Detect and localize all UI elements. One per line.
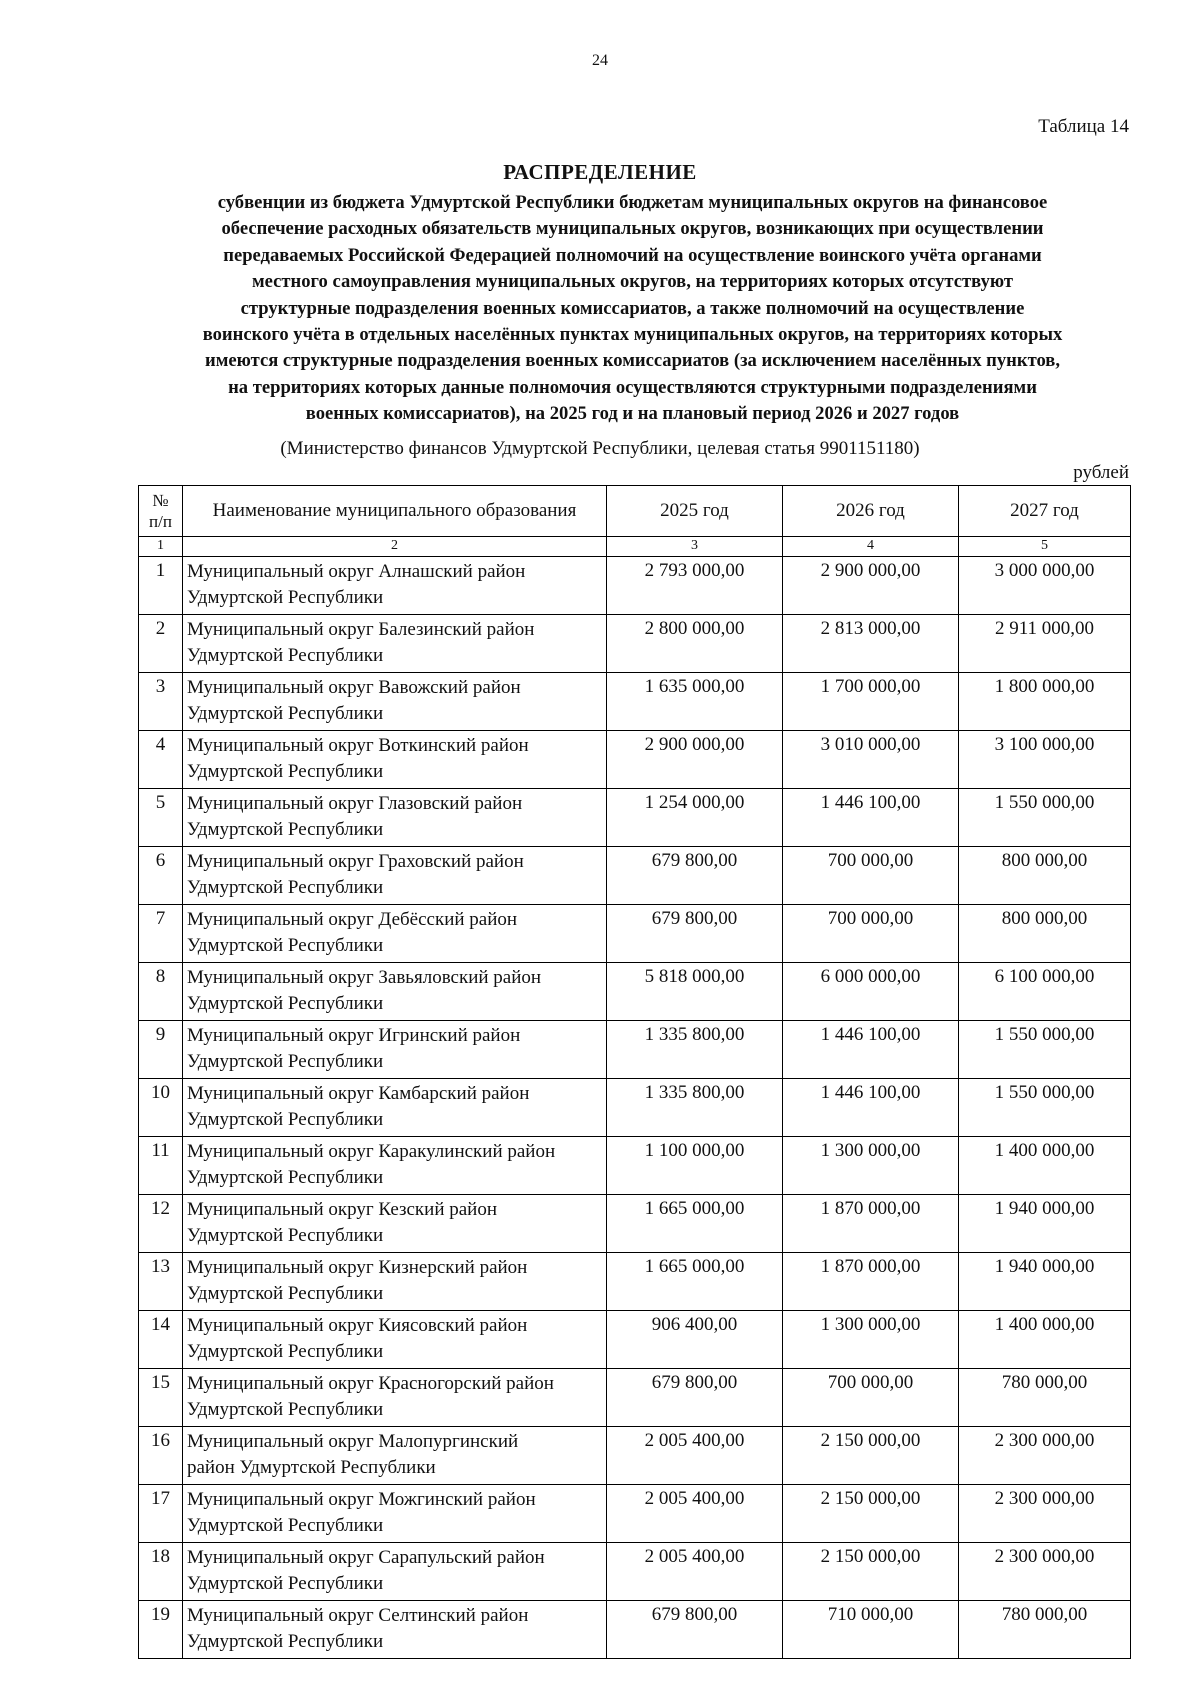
amount-2027: 1 940 000,00 xyxy=(959,1195,1131,1253)
column-number: 3 xyxy=(607,537,783,557)
amount-2027: 780 000,00 xyxy=(959,1369,1131,1427)
amount-2027: 1 550 000,00 xyxy=(959,789,1131,847)
amount-2027: 2 300 000,00 xyxy=(959,1485,1131,1543)
table-row xyxy=(139,1137,1131,1195)
amount-2027: 2 300 000,00 xyxy=(959,1427,1131,1485)
header-num-line2: п/п xyxy=(149,512,172,531)
page-number: 24 xyxy=(592,52,608,69)
table-row xyxy=(139,1369,1131,1427)
municipality-name-line2: Удмуртской Республики xyxy=(187,587,384,608)
amount-2026: 1 300 000,00 xyxy=(783,1311,959,1369)
amount-2025: 1 254 000,00 xyxy=(607,789,783,847)
municipality-name xyxy=(183,1601,607,1659)
municipality-name-line2: Удмуртской Республики xyxy=(187,993,384,1014)
row-number: 7 xyxy=(139,905,183,963)
amount-2027: 1 550 000,00 xyxy=(959,1021,1131,1079)
municipality-name-line1: Муниципальный округ Завьяловский район xyxy=(187,967,542,988)
municipality-name-line1: Муниципальный округ Селтинский район xyxy=(187,1605,529,1626)
amount-2026: 2 900 000,00 xyxy=(783,557,959,615)
municipality-name xyxy=(183,963,607,1021)
row-number: 19 xyxy=(139,1601,183,1659)
municipality-name-line1: Муниципальный округ Вавожский район xyxy=(187,677,521,698)
source-note: (Министерство финансов Удмуртской Республики, целевая статья 9901151180) xyxy=(280,438,920,459)
table-row xyxy=(139,673,1131,731)
amount-2025: 1 635 000,00 xyxy=(607,673,783,731)
row-number: 11 xyxy=(139,1137,183,1195)
municipality-name-line2: Удмуртской Республики xyxy=(187,1109,384,1130)
amount-2025: 679 800,00 xyxy=(607,1369,783,1427)
table-row xyxy=(139,789,1131,847)
municipality-name-line2: Удмуртской Республики xyxy=(187,1225,384,1246)
table-row xyxy=(139,1021,1131,1079)
header-2027: 2027 год xyxy=(959,486,1131,537)
municipality-name xyxy=(183,1137,607,1195)
header-2025: 2025 год xyxy=(607,486,783,537)
municipality-name-line1: Муниципальный округ Каракулинский район xyxy=(187,1141,556,1162)
amount-2026: 1 300 000,00 xyxy=(783,1137,959,1195)
municipality-name xyxy=(183,1427,607,1485)
amount-2026: 2 150 000,00 xyxy=(783,1543,959,1601)
table-row xyxy=(139,1079,1131,1137)
municipality-name-line1: Муниципальный округ Алнашский район xyxy=(187,561,526,582)
header-name: Наименование муниципального образования xyxy=(183,486,607,537)
amount-2027: 6 100 000,00 xyxy=(959,963,1131,1021)
amount-2026: 700 000,00 xyxy=(783,905,959,963)
municipality-name-line2: Удмуртской Республики xyxy=(187,703,384,724)
municipality-name xyxy=(183,731,607,789)
amount-2025: 5 818 000,00 xyxy=(607,963,783,1021)
subvention-table xyxy=(138,485,1131,1659)
amount-2025: 679 800,00 xyxy=(607,1601,783,1659)
amount-2027: 800 000,00 xyxy=(959,847,1131,905)
municipality-name-line2: Удмуртской Республики xyxy=(187,935,384,956)
municipality-name xyxy=(183,1021,607,1079)
amount-2026: 2 813 000,00 xyxy=(783,615,959,673)
header-2026: 2026 год xyxy=(783,486,959,537)
table-row xyxy=(139,1311,1131,1369)
table-row xyxy=(139,615,1131,673)
header-num-line1: № xyxy=(152,491,169,510)
column-number-row xyxy=(139,537,1131,557)
amount-2027: 1 400 000,00 xyxy=(959,1311,1131,1369)
amount-2025: 2 005 400,00 xyxy=(607,1543,783,1601)
table-row xyxy=(139,731,1131,789)
amount-2025: 1 100 000,00 xyxy=(607,1137,783,1195)
row-number: 3 xyxy=(139,673,183,731)
amount-2026: 700 000,00 xyxy=(783,847,959,905)
row-number: 13 xyxy=(139,1253,183,1311)
municipality-name-line2: Удмуртской Республики xyxy=(187,761,384,782)
subtitle-line: структурные подразделения военных комиссариатов, а также полномочий на осуществление xyxy=(240,297,1025,319)
amount-2026: 700 000,00 xyxy=(783,1369,959,1427)
subtitle-line: на территориях которых данные полномочия осуществляются структурными подразделениями xyxy=(228,376,1037,398)
amount-2025: 679 800,00 xyxy=(607,847,783,905)
row-number: 15 xyxy=(139,1369,183,1427)
table-header-row xyxy=(139,486,1131,537)
table-row xyxy=(139,557,1131,615)
municipality-name-line1: Муниципальный округ Балезинский район xyxy=(187,619,535,640)
amount-2027: 3 100 000,00 xyxy=(959,731,1131,789)
municipality-name xyxy=(183,615,607,673)
row-number: 4 xyxy=(139,731,183,789)
municipality-name-line2: Удмуртской Республики xyxy=(187,1573,384,1594)
municipality-name xyxy=(183,789,607,847)
amount-2026: 3 010 000,00 xyxy=(783,731,959,789)
amount-2027: 3 000 000,00 xyxy=(959,557,1131,615)
amount-2026: 710 000,00 xyxy=(783,1601,959,1659)
municipality-name-line1: Муниципальный округ Киясовский район xyxy=(187,1315,528,1336)
municipality-name-line1: Муниципальный округ Сарапульский район xyxy=(187,1547,545,1568)
table-row xyxy=(139,963,1131,1021)
municipality-name-line2: район Удмуртской Республики xyxy=(187,1457,436,1478)
municipality-name xyxy=(183,1079,607,1137)
amount-2027: 1 940 000,00 xyxy=(959,1253,1131,1311)
municipality-name-line1: Муниципальный округ Глазовский район xyxy=(187,793,523,814)
amount-2027: 2 911 000,00 xyxy=(959,615,1131,673)
municipality-name xyxy=(183,1253,607,1311)
municipality-name-line1: Муниципальный округ Малопургинский xyxy=(187,1431,519,1452)
municipality-name-line2: Удмуртской Республики xyxy=(187,877,384,898)
municipality-name-line2: Удмуртской Республики xyxy=(187,1341,384,1362)
subtitle-line: передаваемых Российской Федерацией полномочий на осуществление воинского учёта органами xyxy=(223,244,1042,266)
municipality-name-line2: Удмуртской Республики xyxy=(187,1167,384,1188)
municipality-name-line1: Муниципальный округ Кизнерский район xyxy=(187,1257,528,1278)
column-number: 2 xyxy=(183,537,607,557)
row-number: 6 xyxy=(139,847,183,905)
table-row xyxy=(139,905,1131,963)
amount-2025: 2 800 000,00 xyxy=(607,615,783,673)
municipality-name xyxy=(183,905,607,963)
amount-2027: 780 000,00 xyxy=(959,1601,1131,1659)
amount-2025: 2 005 400,00 xyxy=(607,1427,783,1485)
amount-2025: 679 800,00 xyxy=(607,905,783,963)
municipality-name-line1: Муниципальный округ Можгинский район xyxy=(187,1489,536,1510)
amount-2026: 1 870 000,00 xyxy=(783,1253,959,1311)
municipality-name-line1: Муниципальный округ Воткинский район xyxy=(187,735,529,756)
header-num xyxy=(139,486,183,537)
row-number: 18 xyxy=(139,1543,183,1601)
row-number: 9 xyxy=(139,1021,183,1079)
table-row xyxy=(139,1253,1131,1311)
municipality-name-line1: Муниципальный округ Игринский район xyxy=(187,1025,521,1046)
table-label: Таблица 14 xyxy=(1038,116,1129,137)
document-title: РАСПРЕДЕЛЕНИЕ xyxy=(503,160,697,184)
table-row xyxy=(139,1601,1131,1659)
subtitle-line: имеются структурные подразделения военных комиссариатов (за исключением населённых пунктов, xyxy=(205,350,1060,372)
amount-2026: 1 446 100,00 xyxy=(783,1021,959,1079)
municipality-name xyxy=(183,1369,607,1427)
municipality-name xyxy=(183,1195,607,1253)
table-row xyxy=(139,1195,1131,1253)
amount-2025: 1 335 800,00 xyxy=(607,1079,783,1137)
municipality-name-line2: Удмуртской Республики xyxy=(187,1051,384,1072)
amount-2025: 1 665 000,00 xyxy=(607,1253,783,1311)
municipality-name xyxy=(183,1485,607,1543)
amount-2026: 1 870 000,00 xyxy=(783,1195,959,1253)
column-number: 5 xyxy=(959,537,1131,557)
municipality-name-line2: Удмуртской Республики xyxy=(187,819,384,840)
municipality-name xyxy=(183,847,607,905)
amount-2025: 1 665 000,00 xyxy=(607,1195,783,1253)
amount-2026: 2 150 000,00 xyxy=(783,1485,959,1543)
amount-2027: 800 000,00 xyxy=(959,905,1131,963)
row-number: 10 xyxy=(139,1079,183,1137)
amount-2027: 1 800 000,00 xyxy=(959,673,1131,731)
amount-2026: 2 150 000,00 xyxy=(783,1427,959,1485)
subtitle-line: обеспечение расходных обязательств муниципальных округов, возникающих при осуществлении xyxy=(221,218,1044,240)
amount-2026: 1 446 100,00 xyxy=(783,1079,959,1137)
municipality-name-line1: Муниципальный округ Дебёсский район xyxy=(187,909,518,930)
units-label: рублей xyxy=(1073,462,1129,483)
municipality-name-line2: Удмуртской Республики xyxy=(187,1399,384,1420)
amount-2027: 1 550 000,00 xyxy=(959,1079,1131,1137)
municipality-name-line2: Удмуртской Республики xyxy=(187,1631,384,1652)
amount-2027: 1 400 000,00 xyxy=(959,1137,1131,1195)
amount-2026: 6 000 000,00 xyxy=(783,963,959,1021)
subtitle-line: воинского учёта в отдельных населённых пунктах муниципальных округов, на территориях которых xyxy=(202,324,1063,346)
column-number: 1 xyxy=(139,537,183,557)
amount-2027: 2 300 000,00 xyxy=(959,1543,1131,1601)
row-number: 5 xyxy=(139,789,183,847)
table-row xyxy=(139,1543,1131,1601)
subtitle-line: местного самоуправления муниципальных округов, на территориях которых отсутствуют xyxy=(252,271,1013,293)
amount-2025: 2 005 400,00 xyxy=(607,1485,783,1543)
table-row xyxy=(139,847,1131,905)
municipality-name-line2: Удмуртской Республики xyxy=(187,645,384,666)
subtitle-line: субвенции из бюджета Удмуртской Республики бюджетам муниципальных округов на финансовое xyxy=(217,192,1048,213)
column-number: 4 xyxy=(783,537,959,557)
municipality-name xyxy=(183,1311,607,1369)
municipality-name xyxy=(183,557,607,615)
document-subtitle xyxy=(140,190,1125,428)
amount-2025: 2 793 000,00 xyxy=(607,557,783,615)
amount-2025: 2 900 000,00 xyxy=(607,731,783,789)
amount-2025: 1 335 800,00 xyxy=(607,1021,783,1079)
municipality-name-line2: Удмуртской Республики xyxy=(187,1283,384,1304)
municipality-name-line2: Удмуртской Республики xyxy=(187,1515,384,1536)
table-row xyxy=(139,1485,1131,1543)
amount-2026: 1 700 000,00 xyxy=(783,673,959,731)
row-number: 17 xyxy=(139,1485,183,1543)
row-number: 12 xyxy=(139,1195,183,1253)
amount-2026: 1 446 100,00 xyxy=(783,789,959,847)
municipality-name-line1: Муниципальный округ Камбарский район xyxy=(187,1083,530,1104)
municipality-name xyxy=(183,673,607,731)
municipality-name-line1: Муниципальный округ Красногорский район xyxy=(187,1373,554,1394)
table-row xyxy=(139,1427,1131,1485)
row-number: 2 xyxy=(139,615,183,673)
municipality-name xyxy=(183,1543,607,1601)
row-number: 8 xyxy=(139,963,183,1021)
subtitle-line: военных комиссариатов), на 2025 год и на плановый период 2026 и 2027 годов xyxy=(305,403,960,425)
row-number: 1 xyxy=(139,557,183,615)
municipality-name-line1: Муниципальный округ Кезский район xyxy=(187,1199,498,1220)
municipality-name-line1: Муниципальный округ Граховский район xyxy=(187,851,524,872)
row-number: 16 xyxy=(139,1427,183,1485)
amount-2025: 906 400,00 xyxy=(607,1311,783,1369)
row-number: 14 xyxy=(139,1311,183,1369)
